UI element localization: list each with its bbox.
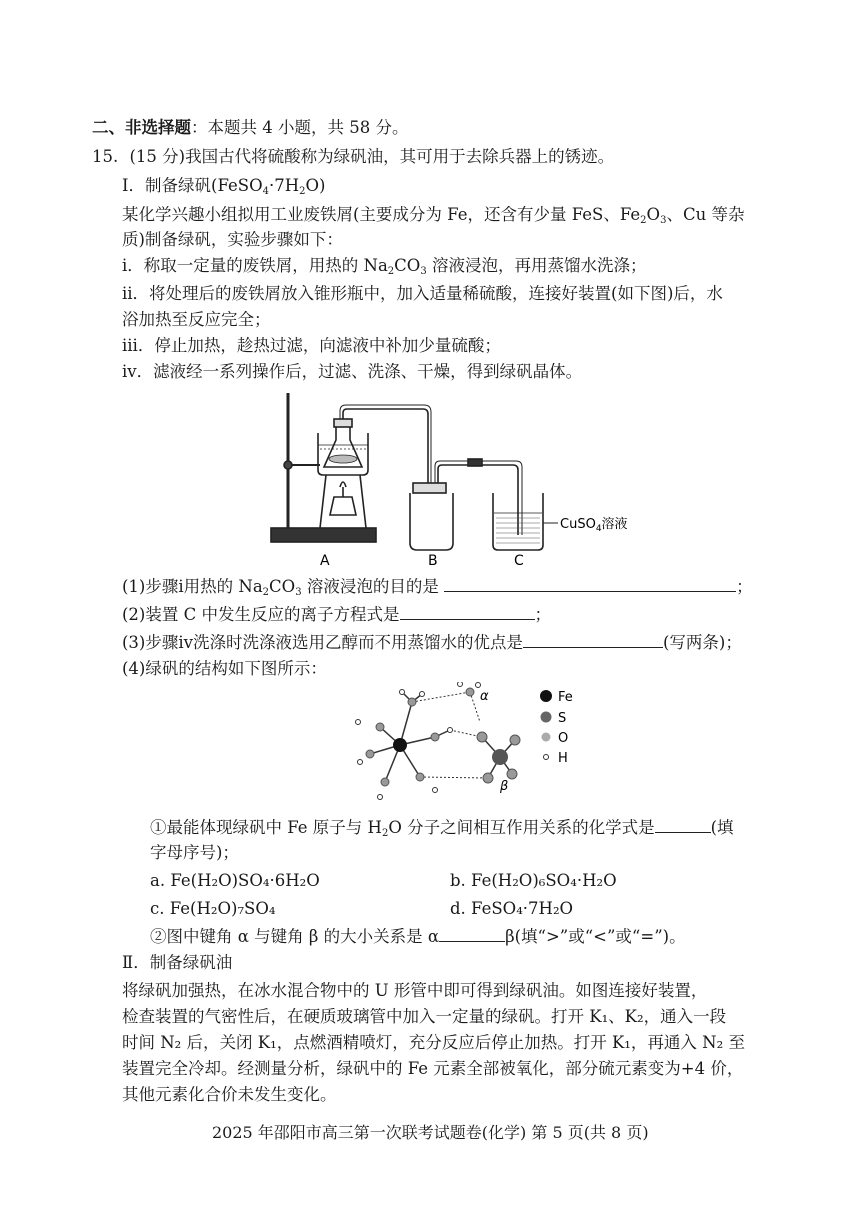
answer-blank-5[interactable]	[439, 925, 505, 942]
apparatus-diagram	[268, 385, 648, 570]
option-b[interactable]: b. Fe(H₂O)₆SO₄·H₂O	[450, 871, 617, 890]
q1-end: ；	[736, 577, 753, 596]
part2-line-4: 装置完全冷却。经测量分析，绿矾中的 Fe 元素全部被氧化，部分硫元素变为+4 价，	[122, 1059, 744, 1078]
label-b: B	[428, 553, 438, 569]
question-4: (4)绿矾的结构如下图所示：	[122, 659, 327, 678]
part2-line-5: 其他元素化合价未发生变化。	[122, 1085, 337, 1104]
question-intro-text: (15 分)我国古代将硫酸称为绿矾油，其可用于去除兵器上的锈迹。	[129, 147, 615, 166]
legend-s: S	[558, 711, 567, 726]
question-15-intro	[92, 146, 614, 168]
step-3: ⅲ．停止加热，趁热过滤，向滤液中补加少量硫酸；	[122, 336, 501, 355]
q2-end: ；	[534, 605, 551, 624]
desc-text: 某化学兴趣小组拟用工业废铁屑(主要成分为 Fe，还含有少量 FeS、Fe	[122, 205, 641, 224]
green-vitriol-structure	[340, 682, 600, 812]
alcohol-lamp	[330, 497, 356, 515]
cuso4-subscript: 4	[595, 524, 602, 534]
answer-blank-1[interactable]	[444, 575, 736, 592]
angle-beta: β	[500, 779, 509, 794]
q3-end: (写两条)；	[662, 633, 742, 652]
step1-text-c: 溶液浸泡，再用蒸馏水洗涤；	[426, 256, 647, 275]
question-1: (1)步骤ⅰ用热的 $Na_2CO_3$ 溶液浸泡的目的是 ；	[122, 577, 753, 598]
label-a: A	[320, 553, 330, 569]
q1-text-b: CO	[269, 577, 296, 596]
q3-text: (3)步骤ⅳ洗涤时洗涤液选用乙醇而不用蒸馏水的优点是	[122, 633, 523, 652]
answer-blank-4[interactable]	[655, 816, 711, 833]
gas-tube-1	[343, 409, 428, 483]
q1-text-c: 溶液浸泡的目的是	[301, 577, 439, 596]
legend-h: H	[558, 751, 568, 766]
sub2-text-a: ②图中键角 α 与键角 β 的大小关系是 α	[150, 927, 440, 946]
subquestion-1-line-1: ①最能体现绿矾中 Fe 原子与 $H_2O$ 分子之间相互作用关系的化学式是 (填	[150, 818, 734, 839]
page-footer: 2025 年邵阳市高三第一次联考试题卷(化学) 第 5 页(共 8 页)	[212, 1123, 649, 1142]
question-3	[122, 631, 742, 654]
gas-tube-2	[438, 465, 518, 535]
s-atom	[492, 749, 508, 765]
q2-text: (2)装置 C 中发生反应的离子方程式是	[122, 605, 400, 624]
cuso4-formula: CuSO	[560, 517, 596, 532]
bottle-b-stopper	[413, 483, 446, 493]
part2-line-1: 将绿矾加强热，在冰水混合物中的 U 形管中即可得到绿矾油。如图连接好装置，	[122, 981, 708, 1000]
sub2-text-b: β(填“>”或“<”或“=”)。	[505, 927, 686, 946]
description-line-1: 某化学兴趣小组拟用工业废铁屑(主要成分为 Fe，还含有少量 FeS、$Fe_2O_3$、Cu 等杂	[122, 205, 745, 226]
step1-text-b: CO	[394, 256, 421, 275]
option-c[interactable]: c. Fe(H₂O)₇SO₄	[150, 899, 276, 918]
description-line-2: 质)制备绿矾，实验步骤如下：	[122, 230, 343, 249]
part1-title-text: Ⅰ．制备绿矾(FeSO	[122, 176, 263, 195]
cuso4-tail: 溶液	[601, 517, 628, 532]
water-bath	[318, 433, 368, 475]
sub1-text-c: (填	[710, 818, 734, 837]
section-title: 二、非选择题	[92, 118, 191, 137]
part2-title: Ⅱ．制备绿矾油	[122, 953, 233, 972]
section-desc: ：本题共 4 小题，共 58 分。	[191, 118, 409, 137]
section-heading	[92, 117, 408, 139]
step-1: ⅰ．称取一定量的废铁屑，用热的 $Na_2CO_3$ 溶液浸泡，再用蒸馏水洗涤；	[122, 256, 647, 277]
angle-alpha: α	[480, 689, 489, 704]
stand-base	[271, 528, 376, 542]
part2-line-3: 时间 N₂ 后，关闭 K₁，点燃酒精喷灯，充分反应后停止加热。打开 K₁，再通入 N₂ 至	[122, 1033, 745, 1052]
step-2-line-2: 浴加热至反应完全；	[122, 310, 271, 329]
answer-blank-3[interactable]	[523, 631, 663, 648]
desc-text-b: O	[646, 205, 661, 224]
step-4: ⅳ．滤液经一系列操作后，过滤、洗涤、干燥，得到绿矾晶体。	[122, 362, 583, 381]
option-d[interactable]: d. FeSO₄·7H₂O	[450, 899, 574, 918]
answer-blank-2[interactable]	[400, 603, 535, 620]
sub1-text-b: O 分子之间相互作用关系的化学式是	[388, 818, 655, 837]
cuso4-label	[560, 516, 628, 534]
label-c: C	[514, 553, 524, 569]
sub1-text-a: ①最能体现绿矾中 Fe 原子与 H	[150, 818, 382, 837]
step1-text: ⅰ．称取一定量的废铁屑，用热的 Na	[122, 256, 388, 275]
part1-title: Ⅰ．制备绿矾$(FeSO_4\cdot 7H_2O)$	[122, 176, 326, 197]
q1-text-a: (1)步骤ⅰ用热的 Na	[122, 577, 263, 596]
part2-line-2: 检查装置的气密性后，在硬质玻璃管中加入一定量的绿矾。打开 K₁、K₂，通入一段	[122, 1007, 727, 1026]
bottle-b	[410, 493, 453, 550]
subquestion-1-line-2: 字母序号)；	[150, 843, 239, 862]
fe-atom	[393, 738, 407, 752]
step-2-line-1: ⅱ．将处理后的废铁屑放入锥形瓶中，加入适量稀硫酸，连接好装置(如下图)后，水	[122, 284, 723, 303]
question-number: 15.	[92, 147, 119, 166]
part1-title-text-b: ·7H	[268, 176, 300, 195]
legend-fe: Fe	[558, 690, 573, 705]
question-2	[122, 603, 551, 626]
option-a[interactable]: a. Fe(H₂O)SO₄·6H₂O	[150, 871, 320, 890]
legend-o: O	[558, 731, 569, 746]
desc-text-c: 、Cu 等杂	[666, 205, 745, 224]
part1-title-text-c: O)	[305, 176, 326, 195]
subquestion-2	[150, 925, 686, 948]
